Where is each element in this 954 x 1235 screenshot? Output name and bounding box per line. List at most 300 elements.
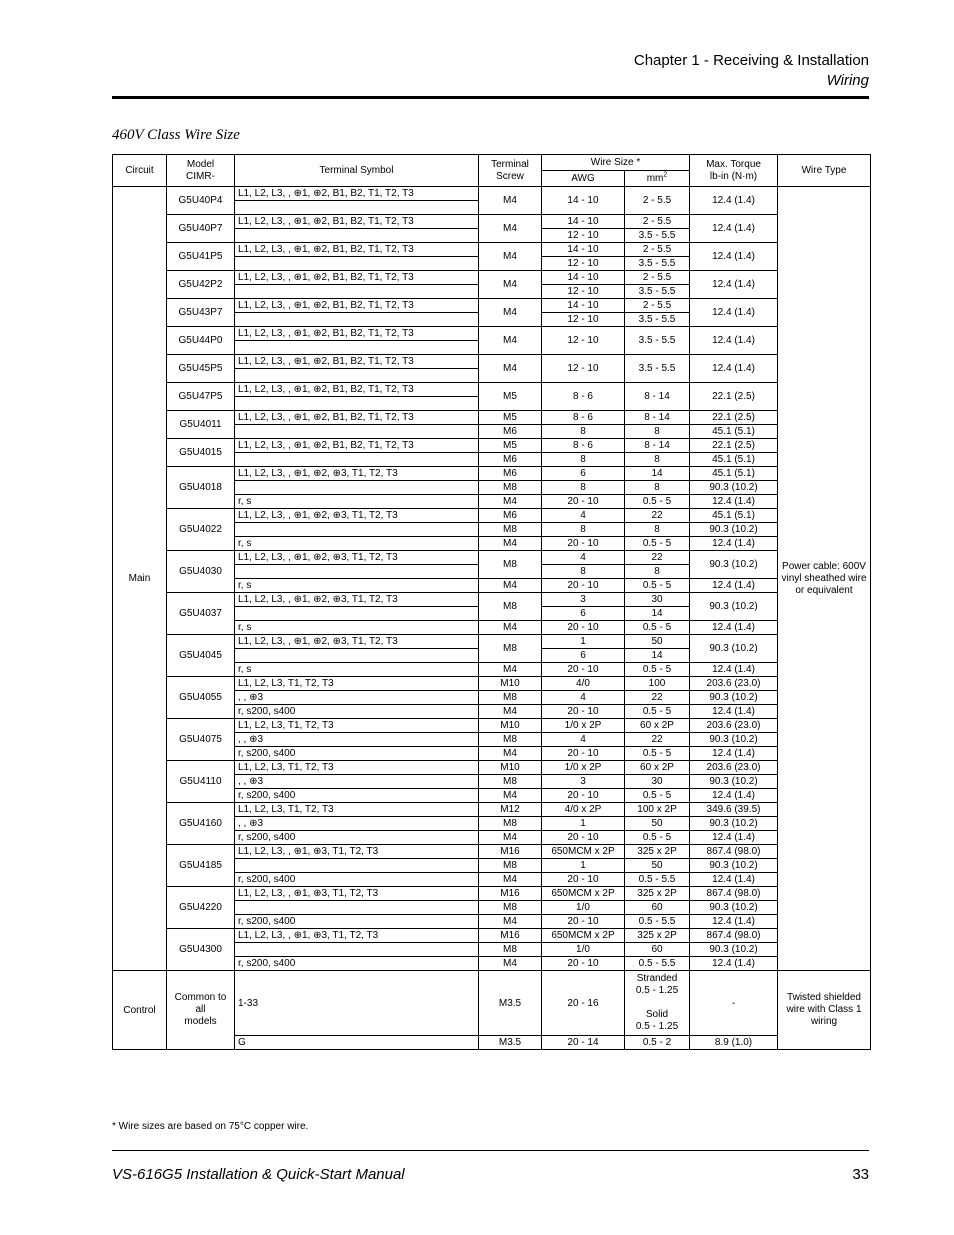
mm2-cell: 50: [625, 635, 690, 649]
model-cell: G5U4030: [167, 551, 235, 593]
terminal-symbol-cell: [235, 901, 479, 915]
mm2-cell: 3.5 - 5.5: [625, 313, 690, 327]
terminal-symbol-cell: L1, L2, L3, , ⊕1, ⊕2, B1, B2, T1, T2, T3: [235, 383, 479, 397]
awg-cell: 6: [542, 649, 625, 663]
terminal-symbol-cell: L1, L2, L3, , ⊕1, ⊕2, B1, B2, T1, T2, T3: [235, 243, 479, 257]
awg-cell: 12 - 10: [542, 355, 625, 383]
awg-cell: 14 - 10: [542, 299, 625, 313]
mm2-cell: 14: [625, 467, 690, 481]
torque-cell: 90.3 (10.2): [690, 817, 778, 831]
model-cell: G5U44P0: [167, 327, 235, 355]
torque-cell: 12.4 (1.4): [690, 705, 778, 719]
awg-cell: 14 - 10: [542, 271, 625, 285]
screw-cell: M4: [479, 789, 542, 803]
mm2-cell: 0.5 - 5: [625, 831, 690, 845]
terminal-symbol-cell: [235, 313, 479, 327]
screw-cell: M4: [479, 355, 542, 383]
torque-cell: 45.1 (5.1): [690, 453, 778, 467]
torque-cell: 12.4 (1.4): [690, 747, 778, 761]
screw-cell: M5: [479, 439, 542, 453]
terminal-symbol-cell: r, s: [235, 537, 479, 551]
terminal-symbol-cell: [235, 943, 479, 957]
screw-cell: M4: [479, 663, 542, 677]
table-row: [113, 299, 871, 313]
torque-cell: 203.6 (23.0): [690, 761, 778, 775]
terminal-symbol-cell: r, s200, s400: [235, 957, 479, 971]
terminal-symbol-cell: L1, L2, L3, , ⊕1, ⊕2, B1, B2, T1, T2, T3: [235, 215, 479, 229]
mm2-cell: 2 - 5.5: [625, 271, 690, 285]
screw-cell: M10: [479, 719, 542, 733]
screw-cell: M8: [479, 481, 542, 495]
screw-cell: M3.5: [479, 1036, 542, 1050]
mm2-cell: 0.5 - 5: [625, 495, 690, 509]
table-row: [113, 803, 871, 817]
mm2-cell: 325 x 2P: [625, 845, 690, 859]
awg-cell: 4: [542, 509, 625, 523]
terminal-symbol-cell: r, s200, s400: [235, 747, 479, 761]
awg-cell: 20 - 10: [542, 663, 625, 677]
mm2-cell: 30: [625, 775, 690, 789]
awg-cell: 1/0 x 2P: [542, 719, 625, 733]
awg-cell: 12 - 10: [542, 285, 625, 299]
mm2-cell: 100 x 2P: [625, 803, 690, 817]
awg-cell: 6: [542, 607, 625, 621]
terminal-symbol-cell: r, s: [235, 579, 479, 593]
mm2-cell: 60 x 2P: [625, 719, 690, 733]
screw-cell: M6: [479, 467, 542, 481]
terminal-symbol-cell: L1, L2, L3, , ⊕1, ⊕2, B1, B2, T1, T2, T3: [235, 187, 479, 201]
screw-cell: M4: [479, 579, 542, 593]
table-row: [113, 677, 871, 691]
torque-cell: 90.3 (10.2): [690, 859, 778, 873]
awg-cell: 8: [542, 425, 625, 439]
model-cell: G5U4110: [167, 761, 235, 803]
screw-cell: M8: [479, 551, 542, 579]
model-cell: G5U40P7: [167, 215, 235, 243]
terminal-symbol-cell: [235, 481, 479, 495]
terminal-symbol-cell: L1, L2, L3, , ⊕1, ⊕2, B1, B2, T1, T2, T3: [235, 327, 479, 341]
torque-cell: 12.4 (1.4): [690, 495, 778, 509]
torque-cell: 22.1 (2.5): [690, 439, 778, 453]
table-row: [113, 327, 871, 341]
terminal-symbol-cell: r, s200, s400: [235, 831, 479, 845]
mm2-cell: 3.5 - 5.5: [625, 285, 690, 299]
screw-cell: M6: [479, 509, 542, 523]
table-row: [113, 635, 871, 649]
terminal-symbol-cell: G: [235, 1036, 479, 1050]
screw-cell: M3.5: [479, 971, 542, 1036]
torque-cell: 90.3 (10.2): [690, 691, 778, 705]
terminal-symbol-cell: r, s200, s400: [235, 705, 479, 719]
terminal-symbol-cell: [235, 425, 479, 439]
terminal-symbol-cell: L1, L2, L3, , ⊕1, ⊕2, ⊕3, T1, T2, T3: [235, 467, 479, 481]
screw-cell: M4: [479, 243, 542, 271]
terminal-symbol-cell: L1, L2, L3, , ⊕1, ⊕2, B1, B2, T1, T2, T3: [235, 411, 479, 425]
mm2-cell: 0.5 - 5.5: [625, 873, 690, 887]
model-cell: G5U45P5: [167, 355, 235, 383]
table-row: [113, 971, 871, 1036]
torque-cell: -: [690, 971, 778, 1036]
terminal-symbol-cell: 1-33: [235, 971, 479, 1036]
awg-cell: 1/0 x 2P: [542, 761, 625, 775]
screw-cell: M8: [479, 817, 542, 831]
model-cell-control: Common to all models: [167, 971, 235, 1050]
model-cell: G5U4018: [167, 467, 235, 509]
awg-cell: 14 - 10: [542, 215, 625, 229]
mm2-cell: 325 x 2P: [625, 887, 690, 901]
screw-cell: M10: [479, 761, 542, 775]
mm2-cell: 8: [625, 565, 690, 579]
awg-cell: 14 - 10: [542, 243, 625, 257]
model-cell: G5U4022: [167, 509, 235, 551]
mm2-cell: 0.5 - 5: [625, 537, 690, 551]
terminal-symbol-cell: L1, L2, L3, T1, T2, T3: [235, 719, 479, 733]
torque-cell: 90.3 (10.2): [690, 551, 778, 579]
model-cell: G5U41P5: [167, 243, 235, 271]
header-model: Model CIMR-: [167, 155, 235, 187]
terminal-symbol-cell: , , ⊕3: [235, 691, 479, 705]
screw-cell: M4: [479, 271, 542, 299]
terminal-symbol-cell: L1, L2, L3, , ⊕1, ⊕3, T1, T2, T3: [235, 887, 479, 901]
mm2-cell: 60: [625, 943, 690, 957]
torque-cell: 12.4 (1.4): [690, 789, 778, 803]
screw-cell: M4: [479, 873, 542, 887]
table-row: [113, 593, 871, 607]
model-cell: G5U40P4: [167, 187, 235, 215]
awg-cell: 3: [542, 593, 625, 607]
awg-cell: 8: [542, 565, 625, 579]
torque-cell: 90.3 (10.2): [690, 593, 778, 621]
mm2-cell: 0.5 - 5.5: [625, 915, 690, 929]
terminal-symbol-cell: L1, L2, L3, , ⊕1, ⊕2, ⊕3, T1, T2, T3: [235, 593, 479, 607]
screw-cell: M4: [479, 957, 542, 971]
screw-cell: M8: [479, 901, 542, 915]
awg-cell: 8: [542, 523, 625, 537]
terminal-symbol-cell: [235, 453, 479, 467]
footnote: * Wire sizes are based on 75°C copper wire.: [112, 1121, 309, 1132]
mm2-cell: 0.5 - 5: [625, 621, 690, 635]
terminal-symbol-cell: [235, 565, 479, 579]
torque-cell: 45.1 (5.1): [690, 425, 778, 439]
table-row: [113, 887, 871, 901]
model-cell: G5U4300: [167, 929, 235, 971]
mm2-cell: 8 - 14: [625, 411, 690, 425]
torque-cell: 12.4 (1.4): [690, 579, 778, 593]
torque-cell: 90.3 (10.2): [690, 901, 778, 915]
table-row: [113, 355, 871, 369]
terminal-symbol-cell: , , ⊕3: [235, 733, 479, 747]
mm2-cell: 0.5 - 5: [625, 663, 690, 677]
terminal-symbol-cell: r, s200, s400: [235, 873, 479, 887]
awg-cell: 20 - 10: [542, 957, 625, 971]
table-row: [113, 187, 871, 201]
awg-cell: 4: [542, 551, 625, 565]
screw-cell: M4: [479, 187, 542, 215]
screw-cell: M6: [479, 425, 542, 439]
mm2-cell: 50: [625, 817, 690, 831]
mm2-cell: 30: [625, 593, 690, 607]
screw-cell: M8: [479, 523, 542, 537]
torque-cell: 12.4 (1.4): [690, 243, 778, 271]
terminal-symbol-cell: [235, 341, 479, 355]
terminal-symbol-cell: [235, 369, 479, 383]
awg-cell: 1/0: [542, 943, 625, 957]
mm2-cell: 2 - 5.5: [625, 187, 690, 215]
screw-cell: M16: [479, 929, 542, 943]
screw-cell: M4: [479, 915, 542, 929]
mm2-cell: 8: [625, 425, 690, 439]
awg-cell: 650MCM x 2P: [542, 845, 625, 859]
terminal-symbol-cell: , , ⊕3: [235, 817, 479, 831]
circuit-control: Control: [113, 971, 167, 1050]
torque-cell: 12.4 (1.4): [690, 831, 778, 845]
awg-cell: 20 - 16: [542, 971, 625, 1036]
terminal-symbol-cell: L1, L2, L3, T1, T2, T3: [235, 803, 479, 817]
screw-cell: M5: [479, 411, 542, 425]
terminal-symbol-cell: L1, L2, L3, , ⊕1, ⊕2, B1, B2, T1, T2, T3: [235, 299, 479, 313]
terminal-symbol-cell: L1, L2, L3, T1, T2, T3: [235, 761, 479, 775]
table-row: [113, 929, 871, 943]
torque-cell: 12.4 (1.4): [690, 915, 778, 929]
header-max-torque: Max. Torque lb-in (N·m): [690, 155, 778, 187]
awg-cell: 8: [542, 453, 625, 467]
torque-cell: 12.4 (1.4): [690, 663, 778, 677]
awg-cell: 3: [542, 775, 625, 789]
model-cell: G5U47P5: [167, 383, 235, 411]
awg-cell: 8 - 6: [542, 411, 625, 425]
awg-cell: 4: [542, 733, 625, 747]
terminal-symbol-cell: L1, L2, L3, , ⊕1, ⊕2, B1, B2, T1, T2, T3: [235, 439, 479, 453]
torque-cell: 90.3 (10.2): [690, 733, 778, 747]
mm2-cell: 3.5 - 5.5: [625, 257, 690, 271]
table-row: [113, 845, 871, 859]
awg-cell: 12 - 10: [542, 229, 625, 243]
torque-cell: 12.4 (1.4): [690, 215, 778, 243]
awg-cell: 4/0 x 2P: [542, 803, 625, 817]
awg-cell: 1: [542, 817, 625, 831]
terminal-symbol-cell: r, s: [235, 621, 479, 635]
screw-cell: M12: [479, 803, 542, 817]
mm2-cell: 2 - 5.5: [625, 243, 690, 257]
model-cell: G5U4045: [167, 635, 235, 677]
wire-type-control: Twisted shielded wire with Class 1 wiring: [778, 971, 871, 1050]
screw-cell: M4: [479, 831, 542, 845]
footer-rule: [112, 1150, 869, 1151]
awg-cell: 1: [542, 859, 625, 873]
screw-cell: M8: [479, 775, 542, 789]
awg-cell: 20 - 10: [542, 915, 625, 929]
screw-cell: M10: [479, 677, 542, 691]
awg-cell: 8 - 6: [542, 383, 625, 411]
table-row: [113, 551, 871, 565]
page-number: 33: [852, 1166, 869, 1183]
screw-cell: M8: [479, 635, 542, 663]
screw-cell: M4: [479, 299, 542, 327]
terminal-symbol-cell: L1, L2, L3, , ⊕1, ⊕3, T1, T2, T3: [235, 929, 479, 943]
mm2-cell: 100: [625, 677, 690, 691]
terminal-symbol-cell: L1, L2, L3, , ⊕1, ⊕2, B1, B2, T1, T2, T3: [235, 355, 479, 369]
screw-cell: M8: [479, 859, 542, 873]
awg-cell: 20 - 10: [542, 873, 625, 887]
terminal-symbol-cell: , , ⊕3: [235, 775, 479, 789]
mm2-cell: Stranded 0.5 - 1.25 Solid 0.5 - 1.25: [625, 971, 690, 1036]
torque-cell: 12.4 (1.4): [690, 271, 778, 299]
screw-cell: M6: [479, 453, 542, 467]
mm2-cell: 14: [625, 649, 690, 663]
terminal-symbol-cell: L1, L2, L3, , ⊕1, ⊕3, T1, T2, T3: [235, 845, 479, 859]
mm2-cell: 3.5 - 5.5: [625, 355, 690, 383]
screw-cell: M8: [479, 593, 542, 621]
terminal-symbol-cell: r, s200, s400: [235, 915, 479, 929]
torque-cell: 12.4 (1.4): [690, 873, 778, 887]
terminal-symbol-cell: L1, L2, L3, T1, T2, T3: [235, 677, 479, 691]
mm2-cell: 0.5 - 5: [625, 579, 690, 593]
torque-cell: 45.1 (5.1): [690, 509, 778, 523]
mm2-cell: 60: [625, 901, 690, 915]
awg-cell: 1: [542, 635, 625, 649]
screw-cell: M4: [479, 621, 542, 635]
awg-cell: 12 - 10: [542, 313, 625, 327]
screw-cell: M4: [479, 215, 542, 243]
model-cell: G5U42P2: [167, 271, 235, 299]
mm2-cell: 0.5 - 5: [625, 705, 690, 719]
terminal-symbol-cell: L1, L2, L3, , ⊕1, ⊕2, ⊕3, T1, T2, T3: [235, 551, 479, 565]
screw-cell: M4: [479, 705, 542, 719]
terminal-symbol-cell: L1, L2, L3, , ⊕1, ⊕2, ⊕3, T1, T2, T3: [235, 509, 479, 523]
torque-cell: 12.4 (1.4): [690, 327, 778, 355]
torque-cell: 12.4 (1.4): [690, 621, 778, 635]
terminal-symbol-cell: r, s200, s400: [235, 789, 479, 803]
awg-cell: 12 - 10: [542, 327, 625, 355]
table-row: [113, 467, 871, 481]
torque-cell: 203.6 (23.0): [690, 719, 778, 733]
header-mm2: $mm^2$: [625, 171, 690, 187]
awg-cell: 12 - 10: [542, 257, 625, 271]
awg-cell: 20 - 10: [542, 621, 625, 635]
torque-cell: 12.4 (1.4): [690, 355, 778, 383]
terminal-symbol-cell: [235, 523, 479, 537]
torque-cell: 12.4 (1.4): [690, 537, 778, 551]
torque-cell: 867.4 (98.0): [690, 845, 778, 859]
awg-cell: 650MCM x 2P: [542, 929, 625, 943]
mm2-cell: 50: [625, 859, 690, 873]
table-row: [113, 509, 871, 523]
circuit-main: Main: [113, 187, 167, 971]
awg-cell: 4: [542, 691, 625, 705]
mm2-cell: 0.5 - 5.5: [625, 957, 690, 971]
model-cell: G5U4037: [167, 593, 235, 635]
awg-cell: 20 - 10: [542, 789, 625, 803]
screw-cell: M4: [479, 747, 542, 761]
table-row: [113, 215, 871, 229]
header-awg: AWG: [542, 171, 625, 187]
terminal-symbol-cell: r, s: [235, 663, 479, 677]
model-cell: G5U4055: [167, 677, 235, 719]
screw-cell: M8: [479, 691, 542, 705]
torque-cell: 90.3 (10.2): [690, 481, 778, 495]
mm2-cell: 8 - 14: [625, 383, 690, 411]
mm2-cell: 22: [625, 509, 690, 523]
header-wire-size: Wire Size *: [542, 155, 690, 171]
model-cell: G5U43P7: [167, 299, 235, 327]
mm2-cell: 0.5 - 5: [625, 789, 690, 803]
mm2-cell: 60 x 2P: [625, 761, 690, 775]
model-cell: G5U4160: [167, 803, 235, 845]
mm2-cell: 3.5 - 5.5: [625, 327, 690, 355]
chapter-title: Chapter 1 - Receiving & Installation: [633, 52, 869, 69]
mm2-cell: 0.5 - 2: [625, 1036, 690, 1050]
mm2-cell: 3.5 - 5.5: [625, 229, 690, 243]
screw-cell: M8: [479, 733, 542, 747]
awg-cell: 20 - 14: [542, 1036, 625, 1050]
awg-cell: 20 - 10: [542, 705, 625, 719]
table-row: [113, 411, 871, 425]
terminal-symbol-cell: [235, 649, 479, 663]
table-row: [113, 271, 871, 285]
torque-cell: 90.3 (10.2): [690, 943, 778, 957]
header-rule: [112, 96, 869, 99]
mm2-cell: 14: [625, 607, 690, 621]
torque-cell: 90.3 (10.2): [690, 635, 778, 663]
torque-cell: 22.1 (2.5): [690, 383, 778, 411]
model-cell: G5U4220: [167, 887, 235, 929]
screw-cell: M8: [479, 943, 542, 957]
torque-cell: 349.6 (39.5): [690, 803, 778, 817]
mm2-cell: 2 - 5.5: [625, 215, 690, 229]
torque-cell: 867.4 (98.0): [690, 887, 778, 901]
awg-cell: 20 - 10: [542, 831, 625, 845]
wire-type-main: Power cable: 600V vinyl sheathed wire or equivalent: [778, 187, 871, 971]
mm2-cell: 2 - 5.5: [625, 299, 690, 313]
awg-cell: 4/0: [542, 677, 625, 691]
screw-cell: M4: [479, 537, 542, 551]
awg-cell: 8 - 6: [542, 439, 625, 453]
screw-cell: M16: [479, 887, 542, 901]
terminal-symbol-cell: L1, L2, L3, , ⊕1, ⊕2, B1, B2, T1, T2, T3: [235, 271, 479, 285]
awg-cell: 20 - 10: [542, 747, 625, 761]
awg-cell: 20 - 10: [542, 579, 625, 593]
awg-cell: 1/0: [542, 901, 625, 915]
header-wire-type: Wire Type: [778, 155, 871, 187]
mm2-cell: 22: [625, 691, 690, 705]
torque-cell: 8.9 (1.0): [690, 1036, 778, 1050]
awg-cell: 20 - 10: [542, 495, 625, 509]
wire-size-table: [112, 154, 871, 1050]
mm2-cell: 8: [625, 453, 690, 467]
terminal-symbol-cell: [235, 201, 479, 215]
terminal-symbol-cell: [235, 229, 479, 243]
torque-cell: 45.1 (5.1): [690, 467, 778, 481]
torque-cell: 90.3 (10.2): [690, 775, 778, 789]
model-cell: G5U4185: [167, 845, 235, 887]
model-cell: G5U4015: [167, 439, 235, 467]
mm2-cell: 22: [625, 733, 690, 747]
awg-cell: 650MCM x 2P: [542, 887, 625, 901]
mm2-cell: 8 - 14: [625, 439, 690, 453]
table-row: [113, 761, 871, 775]
mm2-cell: 8: [625, 523, 690, 537]
terminal-symbol-cell: [235, 397, 479, 411]
mm2-cell: 325 x 2P: [625, 929, 690, 943]
header-circuit: Circuit: [113, 155, 167, 187]
header-terminal-screw: Terminal Screw: [479, 155, 542, 187]
manual-title: VS-616G5 Installation & Quick-Start Manual: [112, 1166, 405, 1183]
screw-cell: M4: [479, 495, 542, 509]
table-body: [113, 187, 871, 1050]
terminal-symbol-cell: [235, 257, 479, 271]
terminal-symbol-cell: [235, 607, 479, 621]
torque-cell: 203.6 (23.0): [690, 677, 778, 691]
